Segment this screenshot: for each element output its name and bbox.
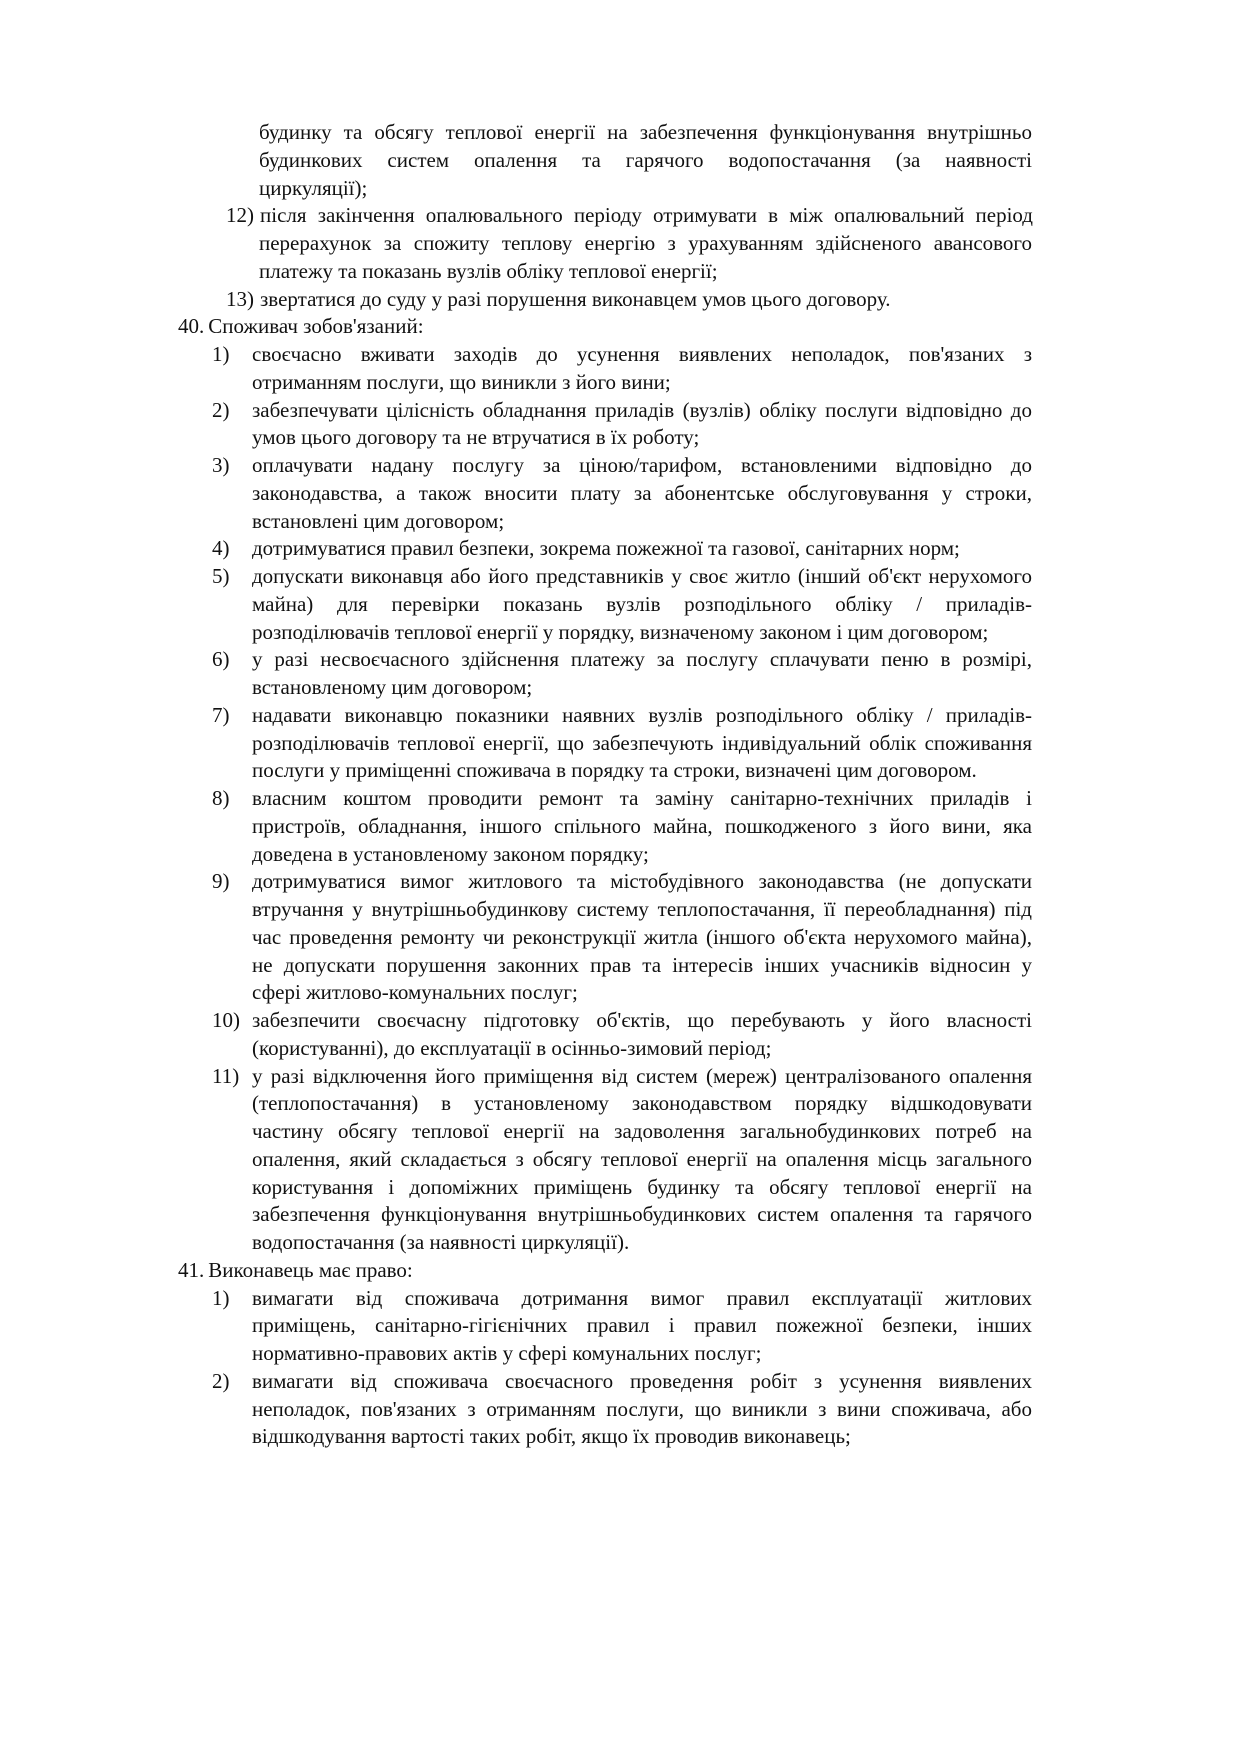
item-number: 1) — [212, 342, 230, 366]
clause-number: 41. — [178, 1257, 205, 1282]
item-number: 2) — [212, 397, 230, 422]
item-number: 3) — [212, 453, 230, 477]
text-line-row — [0, 757, 1241, 785]
item-text-line: платежу та показань вузлів обліку теплової енергії; — [259, 258, 718, 283]
item-text-line: встановленому цим договором; — [252, 675, 533, 699]
text-line-row — [0, 674, 1241, 702]
text-line-row — [0, 1174, 1241, 1202]
item-text-line: циркуляції); — [259, 175, 368, 200]
item-text-line: майна) для перевірки показань вузлів розподільного обліку / приладів- — [252, 591, 1032, 616]
list-item — [0, 646, 1241, 702]
text-line-row — [0, 480, 1241, 508]
text-line-row — [0, 1063, 1241, 1091]
text-line-row — [0, 979, 1241, 1007]
list-item — [0, 286, 1241, 314]
item-number: 7) — [212, 702, 230, 727]
item-text-line: дотримуватися правил безпеки, зокрема пожежної та газової, санітарних норм; — [252, 536, 960, 561]
item-text-line: частину обсягу теплової енергії на задоволення загальнобудинкових потреб на — [252, 1119, 1032, 1143]
item-text-line: розподілювачів теплової енергії у порядку, визначеному законом і цим договором; — [252, 619, 989, 644]
text-line-row — [0, 619, 1241, 647]
item-number: 5) — [212, 564, 230, 588]
text-line-row — [0, 841, 1241, 869]
text-line-row — [0, 119, 1241, 147]
item-text-line: у разі відключення його приміщення від систем (мереж) централізованого опалення — [252, 1063, 1032, 1088]
item-text-line: водопостачання (за наявності циркуляції). — [252, 1230, 630, 1254]
item-text-line: відшкодування вартості таких робіт, якщо їх проводив виконавець; — [252, 1424, 851, 1449]
text-line-row — [0, 730, 1241, 758]
text-line-row — [0, 286, 1241, 314]
item-text-line: сфері житлово-комунальних послуг; — [252, 980, 578, 1005]
item-text-line: нормативно-правових актів у сфері комунальних послуг; — [252, 1341, 762, 1365]
text-line-row — [0, 702, 1241, 730]
item-text-line: опалення, який складається з обсягу теплової енергії на опалення місць загального — [252, 1146, 1032, 1171]
list-item — [0, 868, 1241, 1007]
text-line-row — [0, 341, 1241, 369]
item-text-line: власним коштом проводити ремонт та заміну санітарно-технічних приладів і — [252, 786, 1032, 810]
list-item — [0, 535, 1241, 563]
item-text-line: доведена в установленому законом порядку; — [252, 841, 649, 866]
item-text-line: у разі несвоєчасного здійснення платежу за послугу сплачувати пеню в розмірі, — [252, 647, 1032, 672]
text-line-row — [0, 1118, 1241, 1146]
item-number: 10) — [212, 1008, 240, 1032]
text-line-row — [0, 230, 1241, 258]
text-line-row — [0, 952, 1241, 980]
list-item — [0, 563, 1241, 646]
list-item — [0, 1285, 1241, 1368]
text-line-row — [0, 1201, 1241, 1229]
text-line-row — [0, 1368, 1241, 1396]
item-number: 9) — [212, 869, 230, 894]
text-line-row — [0, 258, 1241, 286]
text-line-row — [0, 813, 1241, 841]
list-item — [0, 1368, 1241, 1451]
item-text-line: вимагати від споживача дотримання вимог правил експлуатації житлових — [252, 1285, 1032, 1310]
item-text-line: оплачувати надану послугу за ціною/тарифом, встановленими відповідно до — [252, 453, 1032, 477]
item-text-line: користування і допоміжних приміщень будинку та обсягу теплової енергії на — [252, 1174, 1032, 1199]
item-text-line: розподілювачів теплової енергії, що забезпечують індивідуальний облік споживання — [252, 730, 1032, 755]
list-item — [0, 397, 1241, 453]
text-line-row — [0, 785, 1241, 813]
list-item — [0, 341, 1241, 397]
text-line-row — [0, 1035, 1241, 1063]
list-item — [0, 202, 1241, 285]
list-item — [0, 785, 1241, 868]
text-line-row — [0, 424, 1241, 452]
text-line-row — [0, 1312, 1241, 1340]
list-item — [0, 702, 1241, 785]
item-text-line: забезпечення функціонування внутрішньобудинкових систем опалення та гарячого — [252, 1202, 1032, 1227]
item-text-line: встановлені цим договором; — [252, 508, 505, 533]
item-number: 6) — [212, 647, 230, 672]
item-text-line: вимагати від споживача своєчасного проведення робіт з усунення виявлених — [252, 1368, 1032, 1393]
item-text-line: дотримуватися вимог житлового та містобудівного законодавства (не допускати — [252, 869, 1032, 894]
text-line-row — [0, 369, 1241, 397]
item-text-line: звертатися до суду у разі порушення виконавцем умов цього договору. — [260, 286, 891, 311]
item-text-line: після закінчення опалювального періоду отримувати в між опалювальний період — [260, 203, 1033, 228]
item-text-line: умов цього договору та не втручатися в їх роботу; — [252, 425, 700, 450]
clause-block — [0, 313, 1241, 1257]
text-line-row — [0, 646, 1241, 674]
item-text-line: (користуванні), до експлуатації в осінньо-зимовий період; — [252, 1035, 772, 1060]
item-text-line: пристроїв, обладнання, іншого спільного майна, пошкодженого з його вини, яка — [252, 813, 1032, 838]
clause-heading: Виконавець має право: — [208, 1257, 413, 1282]
text-line-row — [0, 1090, 1241, 1118]
text-line-row — [0, 535, 1241, 563]
text-line-row — [0, 452, 1241, 480]
item-text-line: допускати виконавця або його представників у своє житло (інший об'єкт нерухомого — [252, 564, 1032, 588]
item-number: 12) — [226, 203, 254, 228]
clause-block — [0, 1257, 1241, 1451]
clause-heading: Споживач зобов'язаний: — [208, 314, 424, 339]
item-number: 4) — [212, 536, 230, 561]
item-text-line: отриманням послуги, що виникли з його вини; — [252, 369, 671, 394]
text-line-row — [0, 1396, 1241, 1424]
text-line-row — [0, 508, 1241, 536]
item-text-line: неполадок, пов'язаних з отриманням послуги, що виникли з вини споживача, або — [252, 1396, 1032, 1421]
item-text-line: будинку та обсягу теплової енергії на забезпечення функціонування внутрішньо — [259, 120, 1032, 144]
text-line-row — [0, 1423, 1241, 1451]
text-line-row — [0, 397, 1241, 425]
text-line-row — [0, 1007, 1241, 1035]
clause-number: 40. — [178, 314, 205, 339]
item-text-line: законодавства, а також вносити плату за абонентське обслуговування у строки, — [252, 480, 1032, 505]
text-line-row — [0, 1229, 1241, 1257]
item-text-line: послуги у приміщенні споживача в порядку та строки, визначені цим договором. — [252, 758, 977, 783]
clause-heading-row — [0, 1257, 1241, 1285]
text-line-row — [0, 563, 1241, 591]
text-line-row — [0, 1285, 1241, 1313]
text-line-row — [0, 202, 1241, 230]
text-line-row — [0, 1146, 1241, 1174]
list-item — [0, 1007, 1241, 1063]
text-line-row — [0, 1340, 1241, 1368]
item-number: 13) — [226, 286, 254, 311]
text-line-row — [0, 175, 1241, 203]
item-text-line: (теплопостачання) в установленому законодавством порядку відшкодовувати — [252, 1091, 1032, 1116]
text-line-row — [0, 147, 1241, 175]
item-text-line: будинкових систем опалення та гарячого водопостачання (за наявності — [259, 147, 1032, 172]
clause-block — [0, 119, 1241, 313]
document-page — [0, 119, 1241, 1451]
list-item — [0, 1063, 1241, 1257]
item-text-line: надавати виконавцю показники наявних вузлів розподільного обліку / приладів- — [252, 702, 1032, 727]
text-line-row — [0, 591, 1241, 619]
item-text-line: своєчасно вживати заходів до усунення виявлених неполадок, пов'язаних з — [252, 342, 1032, 366]
item-text-line: забезпечити своєчасну підготовку об'єктів, що перебувають у його власності — [252, 1008, 1032, 1032]
list-item — [0, 119, 1241, 202]
list-item — [0, 452, 1241, 535]
item-number: 8) — [212, 786, 230, 810]
item-number: 2) — [212, 1368, 230, 1393]
item-text-line: приміщень, санітарно-гігієнічних правил і правил пожежної безпеки, інших — [252, 1313, 1032, 1338]
item-text-line: втручання у внутрішньобудинкову систему теплопостачання, її переобладнання) під — [252, 897, 1032, 921]
item-text-line: час проведення ремонту чи реконструкції житла (іншого об'єкта нерухомого майна), — [252, 924, 1032, 949]
item-number: 1) — [212, 1285, 230, 1310]
item-text-line: забезпечувати цілісність обладнання приладів (вузлів) обліку послуги відповідно до — [252, 397, 1032, 422]
text-line-row — [0, 924, 1241, 952]
item-number: 11) — [212, 1063, 240, 1088]
item-text-line: не допускати порушення законних прав та інтересів інших учасників відносин у — [252, 952, 1032, 977]
text-line-row — [0, 868, 1241, 896]
text-line-row — [0, 896, 1241, 924]
clause-heading-row — [0, 313, 1241, 341]
item-text-line: перерахунок за спожиту теплову енергію з урахуванням здійсненого авансового — [259, 231, 1032, 255]
